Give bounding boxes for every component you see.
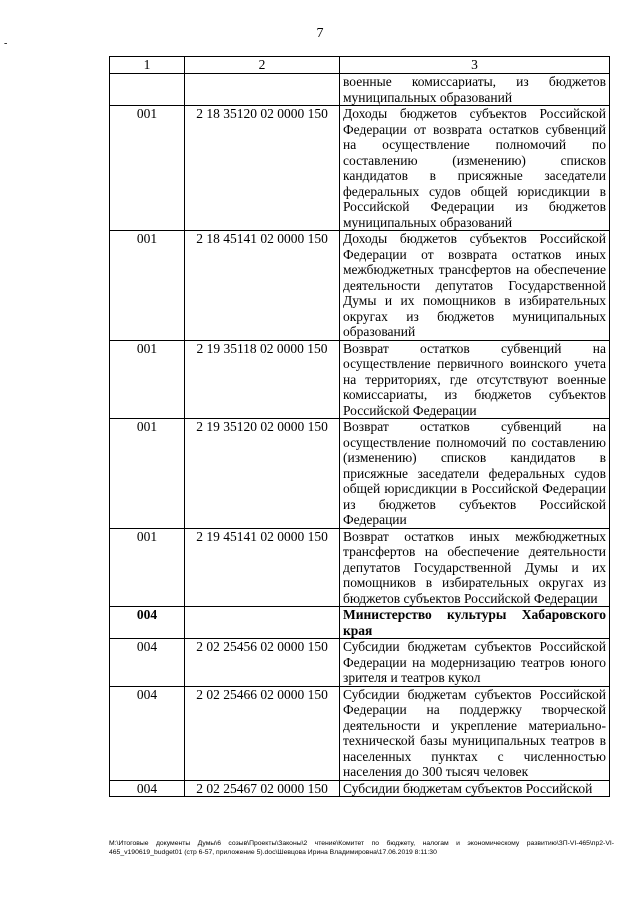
table-row [110,106,610,231]
budget-code-cell: 2 18 35120 02 0000 150 [185,106,340,231]
description-cell: Доходы бюджетов субъектов Российской Федерации от возврата остатков субвенций на осуществление полномочий по составлению (изменению) списков кандидатов в присяжные заседатели федеральных судов общей юрисдикции в Российской Федерации из бюджетов муниципальных образований [340,106,610,231]
budget-code-cell: 2 19 35120 02 0000 150 [185,419,340,529]
budget-code-cell: 2 02 25467 02 0000 150 [185,780,340,797]
description-cell: Возврат остатков иных межбюджетных трансфертов на обеспечение деятельности депутатов Государственной Думы и их помощников в избирательных округах из бюджетов субъектов Российской Федерации [340,528,610,607]
description-cell: Возврат остатков субвенций на осуществление первичного воинского учета на территориях, где отсутствуют военные комиссариаты, из бюджетов субъектов Российской Федерации [340,340,610,419]
table-row [110,780,610,797]
admin-code-cell: 001 [110,106,185,231]
page-number: 7 [316,26,324,41]
header-col-2: 2 [185,57,340,74]
description-cell: Доходы бюджетов субъектов Российской Федерации от возврата остатков иных межбюджетных трансфертов на обеспечение деятельности депутатов Государственной Думы и их помощников в избирательных округах из бюджетов муниципальных образований [340,231,610,341]
admin-code-cell: 001 [110,419,185,529]
margin-tick: - [4,38,8,49]
budget-code-cell [185,74,340,106]
table-row [110,528,610,607]
admin-code-cell [110,74,185,106]
budget-code-cell: 2 02 25466 02 0000 150 [185,686,340,780]
budget-code-cell: 2 02 25456 02 0000 150 [185,639,340,687]
admin-code-cell: 001 [110,528,185,607]
budget-code-cell [185,607,340,639]
table-row [110,231,610,341]
description-cell: Субсидии бюджетам субъектов Российской Федерации на поддержку творческой деятельности и укрепление материально-технической базы муниципальных театров в населенных пунктах с численностью населения до 300 тысяч человек [340,686,610,780]
table-header-row [110,57,610,74]
table-row [110,686,610,780]
admin-code-cell: 001 [110,340,185,419]
description-cell: Возврат остатков субвенций на осуществление полномочий по составлению (изменению) списков кандидатов в присяжные заседатели федеральных судов общей юрисдикции в Российской Федерации из бюджетов субъектов Российской Федерации [340,419,610,529]
header-col-3: 3 [340,57,610,74]
table-row [110,639,610,687]
budget-code-cell: 2 18 45141 02 0000 150 [185,231,340,341]
admin-code-cell: 004 [110,686,185,780]
admin-code-cell: 004 [110,780,185,797]
header-col-1: 1 [110,57,185,74]
admin-code-cell: 004 [110,607,185,639]
budget-code-cell: 2 19 35118 02 0000 150 [185,340,340,419]
admin-code-cell: 004 [110,639,185,687]
description-cell: военные комиссариаты, из бюджетов муниципальных образований [340,74,610,106]
budget-code-cell: 2 19 45141 02 0000 150 [185,528,340,607]
table-row [110,419,610,529]
description-cell: Субсидии бюджетам субъектов Российской Федерации на модернизацию театров юного зрителя и театров кукол [340,639,610,687]
table-row [110,74,610,106]
table-row [110,340,610,419]
document-path-footer: M:\Итоговые документы Думы\6 созыв\Проекты\Законы\2 чтение\Комитет по бюджету, налогам и экономическому развитию\ЗП-VI-465\пр2-VI-465_v190619_budget01 (стр 6-57, приложение 5).doc\Шевцова Ирина Владимировна\17.06.2019 8:11:30 [109,840,614,856]
description-cell: Субсидии бюджетам субъектов Российской [340,780,610,797]
table-row [110,607,610,639]
budget-codes-table [109,56,610,797]
admin-code-cell: 001 [110,231,185,341]
description-cell: Министерство культуры Хабаровского края [340,607,610,639]
